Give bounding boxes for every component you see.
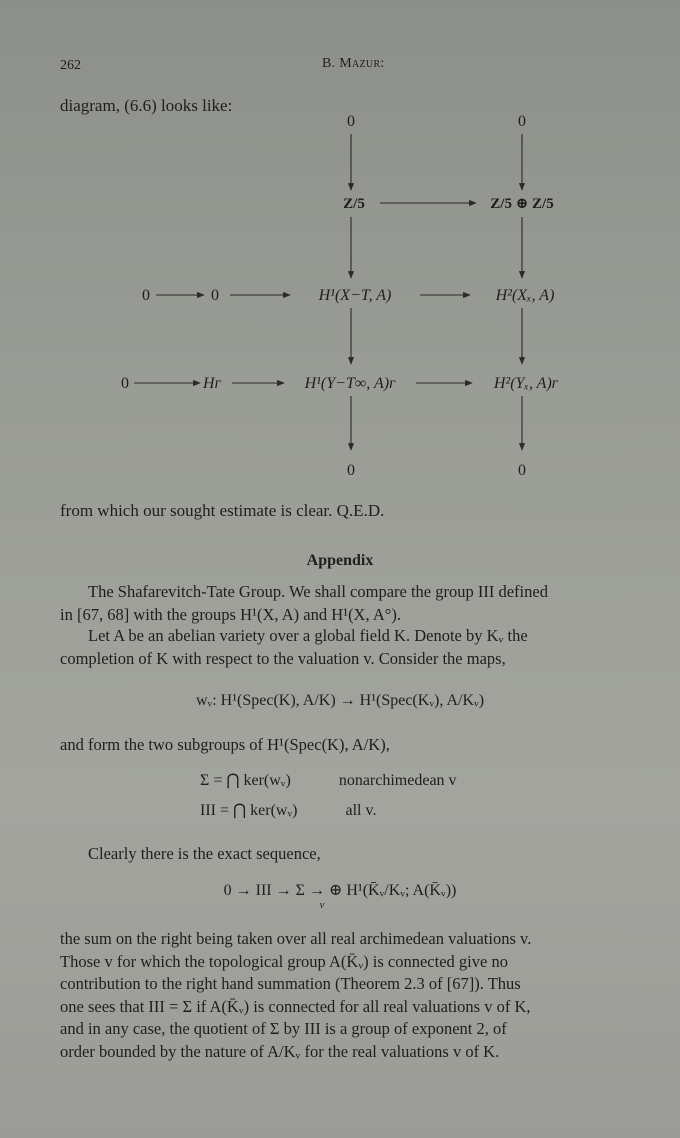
- appendix-p1-line-2: in [67, 68] with the groups H¹(X, A) and H¹(X, A°).: [60, 604, 401, 624]
- appendix-p5-line-3: contribution to the right hand summation (Theorem 2.3 of [67]). Thus: [60, 974, 521, 993]
- diagram-zero-row4: 0: [121, 375, 129, 392]
- diagram-h1-yt: H¹(Y−T∞, A)ᴦ: [304, 375, 396, 392]
- display-exact-sequence-text: 0 → III → Σ → ⊕ H¹(K̄ᵥ/Kᵥ; A(K̄ᵥ)): [223, 882, 457, 899]
- running-head: B. Mazur:: [322, 56, 385, 71]
- appendix-p5-line-2: Those v for which the topological group A(K̄ᵥ) is connected give no: [60, 951, 508, 971]
- display-sigma-lhs: Σ = ⋂ ker(wᵥ): [200, 772, 291, 789]
- appendix-p5-line-4: one sees that III = Σ if A(K̄ᵥ) is connected for all real valuations v of K,: [60, 996, 531, 1016]
- appendix-p5-line-6: order bounded by the nature of A/Kᵥ for the real valuations v of K.: [60, 1041, 500, 1061]
- display-sha-rhs: all v.: [345, 802, 377, 819]
- diagram-zero-bottom-right: 0: [518, 462, 526, 479]
- diagram-zero-top-left: 0: [347, 113, 355, 130]
- display-sigma-rhs: nonarchimedean v: [338, 772, 457, 789]
- appendix-p2-line-2: completion of K with respect to the valuation v. Consider the maps,: [60, 648, 506, 668]
- appendix-paragraph-4: Clearly there is the exact sequence,: [88, 844, 321, 863]
- diagram-zero-top-right: 0: [518, 113, 526, 130]
- appendix-title: Appendix: [306, 552, 374, 569]
- diagram-h2-yx: H²(Yₓ, A)ᴦ: [493, 375, 559, 392]
- appendix-p2-line-1: Let A be an abelian variety over a global field K. Denote by Kᵥ the: [88, 626, 528, 645]
- after-diagram-text: from which our sought estimate is clear. Q.E.D.: [60, 501, 385, 520]
- diagram-zero-bottom-left: 0: [347, 462, 355, 479]
- display-exact-sequence: [0, 880, 680, 911]
- appendix-p1-line-1: The Shafarevitch-Tate Group. We shall compare the group III defined: [88, 582, 548, 601]
- diagram-z5-sum: Z/5 ⊕ Z/5: [490, 196, 554, 212]
- appendix-paragraph-3: and form the two subgroups of H¹(Spec(K), A/K),: [60, 735, 390, 754]
- display-sha: [200, 800, 376, 820]
- appendix-paragraph-5: [60, 928, 630, 1063]
- intro-text: diagram, (6.6) looks like:: [60, 96, 233, 115]
- appendix-p5-line-5: and in any case, the quotient of Σ by III is a group of exponent 2, of: [60, 1019, 507, 1038]
- diagram-zero-row3b: 0: [211, 287, 219, 304]
- display-sha-lhs: III = ⋂ ker(wᵥ): [200, 802, 298, 819]
- diagram-h-gamma: Hᴦ: [203, 375, 221, 392]
- appendix-paragraph-2: [60, 625, 630, 670]
- diagram-h1-xt: H¹(X−T, A): [318, 287, 392, 304]
- page-number: 262: [60, 58, 81, 73]
- appendix-p5-line-1: the sum on the right being taken over all real archimedean valuations v.: [60, 929, 532, 948]
- display-map-w: wᵥ: H¹(Spec(K), A/K) → H¹(Spec(Kᵥ), A/Kᵥ): [195, 692, 485, 709]
- diagram-h2-xx: H²(Xₓ, A): [495, 287, 555, 304]
- diagram-z5: Z/5: [343, 196, 365, 212]
- display-sigma: [200, 770, 457, 790]
- appendix-paragraph-1: [60, 581, 630, 626]
- display-exact-sequence-subscript: v: [319, 899, 325, 911]
- diagram-zero-row3: 0: [142, 287, 150, 304]
